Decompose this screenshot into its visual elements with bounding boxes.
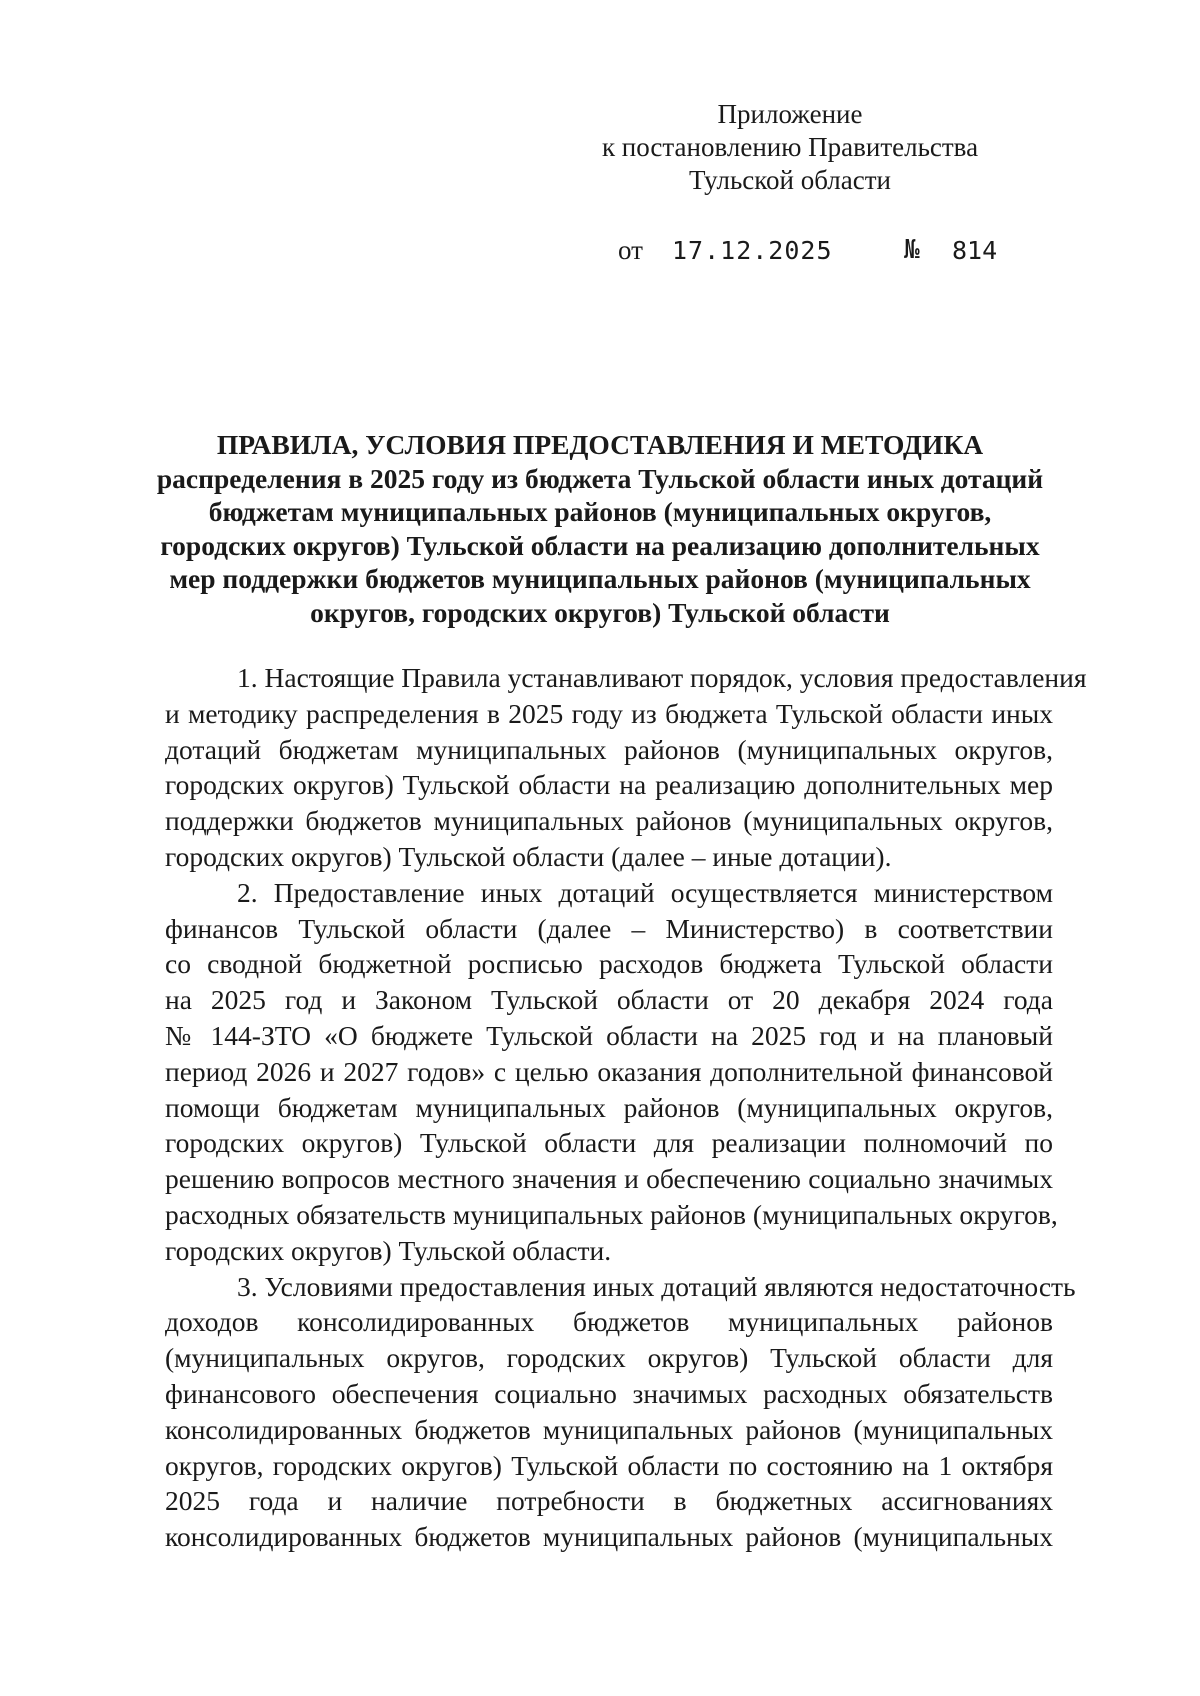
number-sign-label: № [904,235,920,265]
text-line: период 2026 и 2027 годов» с целью оказания дополнительной финансовой [165,1055,1053,1087]
text-line: помощи бюджетам муниципальных районов (муниципальных округов, [165,1091,1053,1123]
title-line: распределения в 2025 году из бюджета Тульской области иных дотаций [156,462,1044,494]
text-line: городских округов) Тульской области (далее – иные дотации). [165,840,892,872]
document-number: 814 [952,236,998,265]
document-body [165,660,1087,1555]
text-line: городских округов) Тульской области. [165,1234,612,1266]
title-line: бюджетам муниципальных районов (муниципальных округов, [208,496,992,527]
text-line: консолидированных бюджетов муниципальных районов (муниципальных [165,1413,1053,1445]
paragraph-3 [165,1269,1076,1555]
text-line: дотаций бюджетам муниципальных районов (муниципальных округов, [165,733,1053,765]
title-heading: ПРАВИЛА, УСЛОВИЯ ПРЕДОСТАВЛЕНИЯ И МЕТОДИКА [216,429,984,460]
document-title [150,428,1050,629]
text-line: 2025 года и наличие потребности в бюджетных ассигнованиях [165,1485,1053,1517]
appendix-line-2: к постановлению Правительства [601,132,979,162]
date-prefix-label: от [618,235,643,265]
title-line: округов, городских округов) Тульской области [310,596,890,628]
text-line: округов, городских округов) Тульской области по состоянию на 1 октября [165,1449,1053,1481]
appendix-line-1: Приложение [717,99,863,129]
text-line: со сводной бюджетной росписью расходов бюджета Тульской области [165,948,1053,980]
text-line: расходных обязательств муниципальных районов (муниципальных округов, [165,1198,1058,1230]
text-line: 1. Настоящие Правила устанавливают порядок, условия предоставления [237,662,1087,693]
text-line: № 144-ЗТО «О бюджете Тульской области на 2025 год и на плановый [165,1019,1053,1051]
text-line: (муниципальных округов, городских округов) Тульской области для [165,1342,1053,1374]
title-line: мер поддержки бюджетов муниципальных районов (муниципальных [169,563,1031,594]
text-line: финансов Тульской области (далее – Министерство) в соответствии [165,912,1053,944]
document-date: 17.12.2025 [672,236,833,265]
text-line: финансового обеспечения социально значимых расходных обязательств [165,1377,1053,1409]
text-line: консолидированных бюджетов муниципальных районов (муниципальных [165,1521,1053,1553]
appendix-line-3: Тульской области [689,165,891,195]
text-line: и методику распределения в 2025 году из бюджета Тульской области иных [165,697,1053,729]
text-line: 2. Предоставление иных дотаций осуществляется министерством [237,876,1053,908]
text-line: решению вопросов местного значения и обеспечению социально значимых [165,1163,1053,1195]
text-line: поддержки бюджетов муниципальных районов (муниципальных округов, [165,805,1053,837]
text-line: городских округов) Тульской области для реализации полномочий по [165,1127,1053,1159]
paragraph-2 [165,875,1058,1269]
paragraph-1 [165,660,1087,875]
text-line: 3. Условиями предоставления иных дотаций являются недостаточность [237,1270,1076,1302]
text-line: доходов консолидированных бюджетов муниципальных районов [165,1306,1053,1338]
title-line: городских округов) Тульской области на реализацию дополнительных [160,529,1040,561]
appendix-header [560,98,1020,197]
text-line: на 2025 год и Законом Тульской области от 20 декабря 2024 года [165,984,1053,1016]
text-line: городских округов) Тульской области на реализацию дополнительных мер [165,769,1053,801]
